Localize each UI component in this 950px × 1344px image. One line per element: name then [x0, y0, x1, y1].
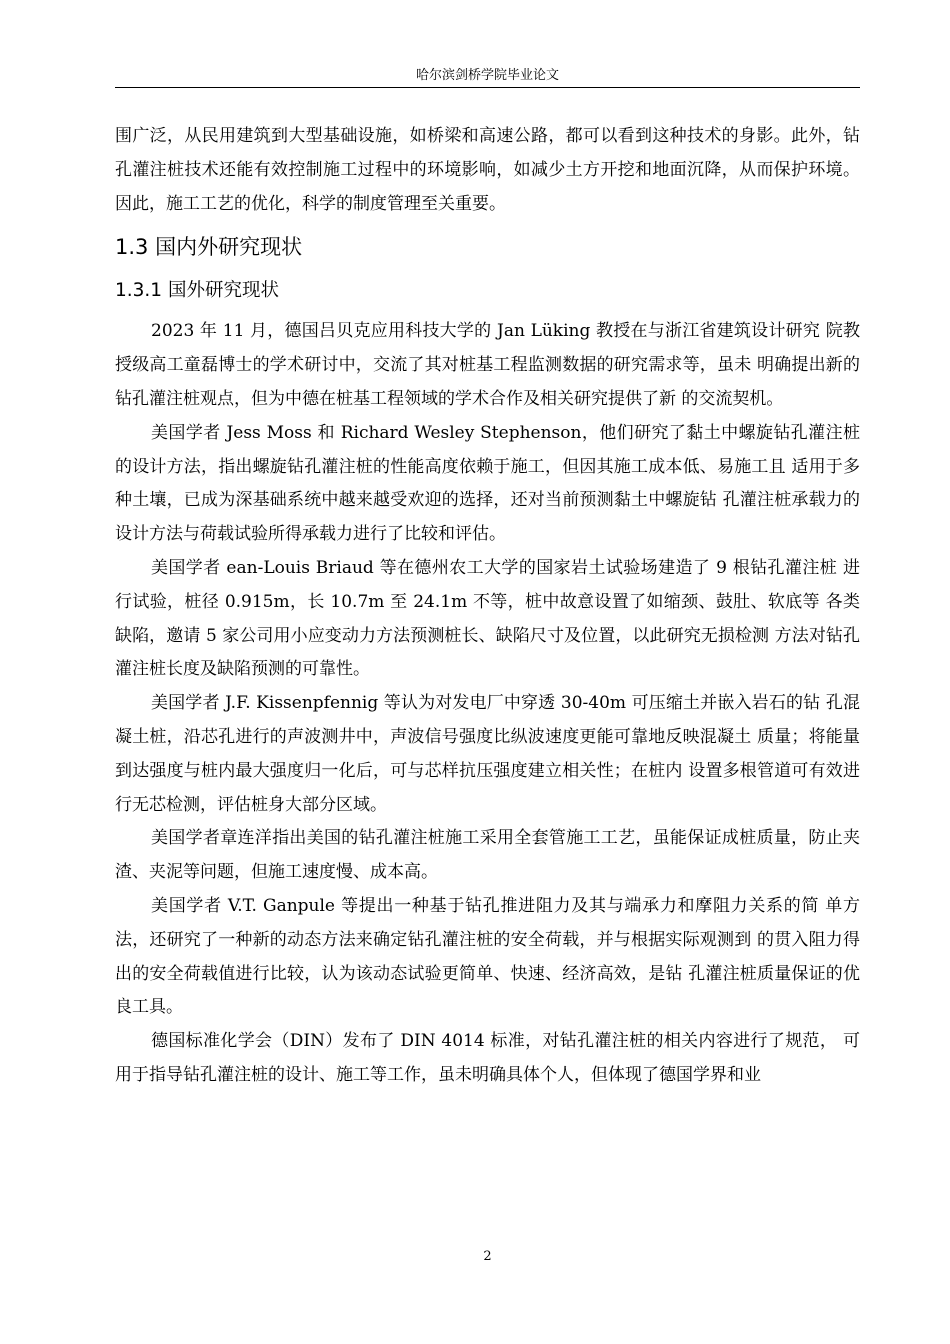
header-divider [115, 87, 860, 88]
page-header: 哈尔滨剑桥学院毕业论文 [415, 68, 559, 83]
body-paragraph: 美国学者 J.F. Kissenpfennig 等认为对发电厂中穿透 30-40m 可压缩土并嵌入岩石的钻 孔混凝土桩，沿芯孔进行的声波测井中，声波信号强度比纵波速度更能可靠地反映混凝土 质量；将能量到达强度与桩内最大强度归一化后，可与芯样抗压强度建立相关性；在桩内 设置多根管道可有效进行无芯检测，评估桩身大部分区域。 [115, 693, 860, 815]
subsection-heading: 1.3.1 国外研究现状 [115, 280, 279, 302]
page-number: 2 [483, 1249, 492, 1264]
body-paragraph: 美国学者 ean-Louis Briaud 等在德州农工大学的国家岩土试验场建造了 9 根钻孔灌注桩 进行试验，桩径 0.915m，长 10.7m 至 24.1m 不等，桩中故意设置了如缩颈、鼓肚、软底等 各类缺陷，邀请 5 家公司用小应变动力方法预测桩长、缺陷尺寸及位置，以此研究无损检测 方法对钻孔灌注桩长度及缺陷预测的可靠性。 [115, 557, 860, 680]
page-body [115, 120, 860, 1093]
section-heading: 1.3 国内外研究现状 [115, 235, 303, 260]
body-paragraph: 2023 年 11 月，德国吕贝克应用科技大学的 Jan Lüking 教授在与浙江省建筑设计研究 院教授级高工童磊博士的学术研讨中，交流了其对桩基工程监测数据的研究需求等，虽未 明确提出新的钻孔灌注桩观点，但为中德在桩基工程领域的学术合作及相关研究提供了新 的交流契机。 [115, 321, 860, 409]
body-paragraph: 美国学者 V.T. Ganpule 等提出一种基于钻孔推进阻力及其与端承力和摩阻力关系的简 单方法，还研究了一种新的动态方法来确定钻孔灌注桩的安全荷载，并与根据实际观测到 的贯入阻力得出的安全荷载值进行比较，认为该动态试验更简单、快速、经济高效，是钻 孔灌注桩质量保证的优良工具。 [115, 895, 860, 1018]
body-paragraph: 美国学者章连洋指出美国的钻孔灌注桩施工采用全套管施工工艺，虽能保证成桩质量，防止夹渣、夹泥等问题，但施工速度慢、成本高。 [115, 828, 860, 883]
body-paragraph: 美国学者 Jess Moss 和 Richard Wesley Stephenson，他们研究了黏土中螺旋钻孔灌注桩 的设计方法，指出螺旋钻孔灌注桩的性能高度依赖于施工，但因其施工成本低、易施工且 适用于多种土壤，已成为深基础系统中越来越受欢迎的选择，还对当前预测黏土中螺旋钻 孔灌注桩承载力的设计方法与荷载试验所得承载力进行了比较和评估。 [115, 422, 860, 545]
intro-paragraph: 围广泛，从民用建筑到大型基础设施，如桥梁和高速公路，都可以看到这种技术的身影。此外，钻孔灌注桩技术还能有效控制施工过程中的环境影响，如减少土方开挖和地面沉降，从而保护环境。因此，施工工艺的优化，科学的制度管理至关重要。 [115, 126, 860, 214]
body-paragraph: 德国标准化学会（DIN）发布了 DIN 4014 标准，对钻孔灌注桩的相关内容进行了规范， 可用于指导钻孔灌注桩的设计、施工等工作，虽未明确具体个人，但体现了德国学界和业 [115, 1031, 860, 1085]
